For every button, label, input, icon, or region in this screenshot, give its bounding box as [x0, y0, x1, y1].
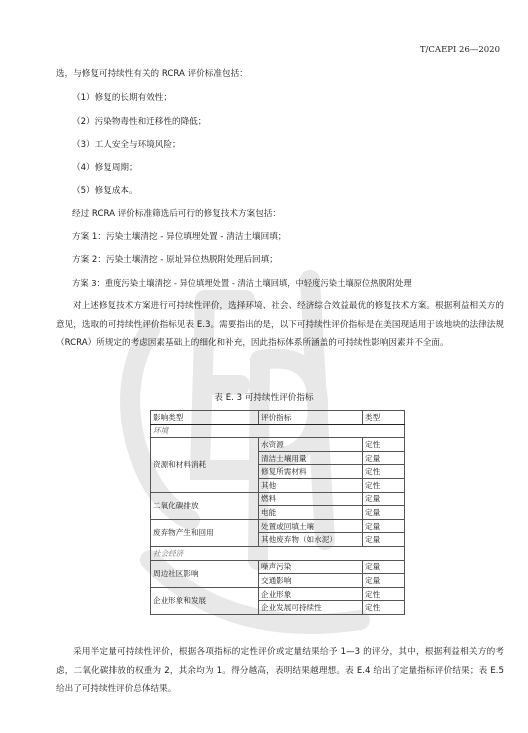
- type-cell: 定性: [363, 587, 405, 601]
- header-impact: 影响类型: [151, 411, 259, 425]
- table-row: [151, 438, 405, 452]
- type-cell: 定性: [363, 438, 405, 452]
- group-resources: 资源和材料消耗: [151, 438, 259, 492]
- list-item: （5）修复成本。: [72, 186, 138, 196]
- table-row: [151, 560, 405, 574]
- category-row: [151, 424, 405, 438]
- document-id: T/CAEPI 26—2020: [419, 45, 500, 55]
- table-row: [151, 492, 405, 506]
- screening-line: 经过 RCRA 评价标准筛选后可行的修复技术方案包括：: [72, 209, 281, 219]
- indicator-table: [150, 410, 405, 615]
- type-cell: 定量: [363, 574, 405, 588]
- type-cell: 定性: [363, 465, 405, 479]
- type-cell: 定量: [363, 533, 405, 547]
- scheme-item: 方案 3：重度污染土壤清挖 - 异位填埋处置 - 清洁土壤回填，中轻度污染土壤原位热脱附处理: [72, 278, 412, 288]
- indicator-cell: 燃料: [259, 492, 363, 506]
- list-item: （1）修复的长期有效性；: [72, 93, 172, 103]
- scheme-item: 方案 1：污染土壤清挖 - 异位填埋处置 - 清洁土壤回填；: [72, 232, 287, 242]
- type-cell: 定量: [363, 492, 405, 506]
- table-header-row: [151, 411, 405, 425]
- table-row: [151, 587, 405, 601]
- type-cell: 定性: [363, 478, 405, 492]
- category-row: [151, 546, 405, 560]
- type-cell: 定量: [363, 519, 405, 533]
- type-cell: 定性: [363, 601, 405, 615]
- group-enterprise: 企业形象和发展: [151, 587, 259, 614]
- type-cell: 定量: [363, 560, 405, 574]
- type-cell: 定量: [363, 451, 405, 465]
- category-social-economic: 社会经济: [151, 546, 405, 560]
- indicator-cell: 清洁土壤用量: [259, 451, 363, 465]
- intro-line: 选，与修复可持续性有关的 RCRA 评价标准包括：: [56, 69, 248, 79]
- group-community: 周边社区影响: [151, 560, 259, 587]
- closing-paragraph: 采用半定量可持续性评价，根据各项指标的定性评价或定量结果给予 1—3 的评分，其中，根据利益相关方的考虑，二氧化碳排放的权重为 2，其余均为 1。得分越高，表明结果越理想。表 E.4 给出了定量指标评价结果；表 E.5 给出了可持续性评价总体结果。: [56, 647, 504, 694]
- table-row: [151, 519, 405, 533]
- indicator-cell: 交通影响: [259, 574, 363, 588]
- list-item: （2）污染物毒性和迁移性的降低；: [72, 117, 207, 127]
- indicator-cell: 噪声污染: [259, 560, 363, 574]
- indicator-cell: 其他: [259, 478, 363, 492]
- indicator-cell: 水资源: [259, 438, 363, 452]
- category-environment: 环境: [151, 424, 405, 438]
- indicator-cell: 其他废弃物（如水泥）: [259, 533, 363, 547]
- header-indicator: 评价指标: [259, 411, 363, 425]
- table-caption: 表 E. 3 可持续性评价指标: [214, 393, 314, 403]
- evaluation-paragraph: 对上述修复技术方案进行可持续性评价，选择环境、社会、经济综合效益最优的修复技术方案。根据利益相关方的意见，选取的可持续性评价指标见表 E.3。需要指出的是，以下可持续性评价指标是在美国现适用于该地块的法律法规（RCRA）所规定的考虑因素基础上的细化和补充，因此指标体系所涵盖的可持续性影响因素并不全面。: [56, 301, 504, 348]
- indicator-cell: 处置或回填土壤: [259, 519, 363, 533]
- scheme-item: 方案 2：污染土壤清挖 - 原址异位热脱附处理后回填；: [72, 255, 278, 265]
- indicator-cell: 企业形象: [259, 587, 363, 601]
- group-waste: 废弃物产生和回用: [151, 519, 259, 546]
- indicator-cell: 企业发展可持续性: [259, 601, 363, 615]
- header-type: 类型: [363, 411, 405, 425]
- list-item: （4）修复周期；: [72, 163, 138, 173]
- indicator-cell: 修复所需材料: [259, 465, 363, 479]
- group-co2: 二氧化碳排放: [151, 492, 259, 519]
- indicator-cell: 电能: [259, 506, 363, 520]
- list-item: （3）工人安全与环境风险；: [72, 140, 181, 150]
- type-cell: 定量: [363, 506, 405, 520]
